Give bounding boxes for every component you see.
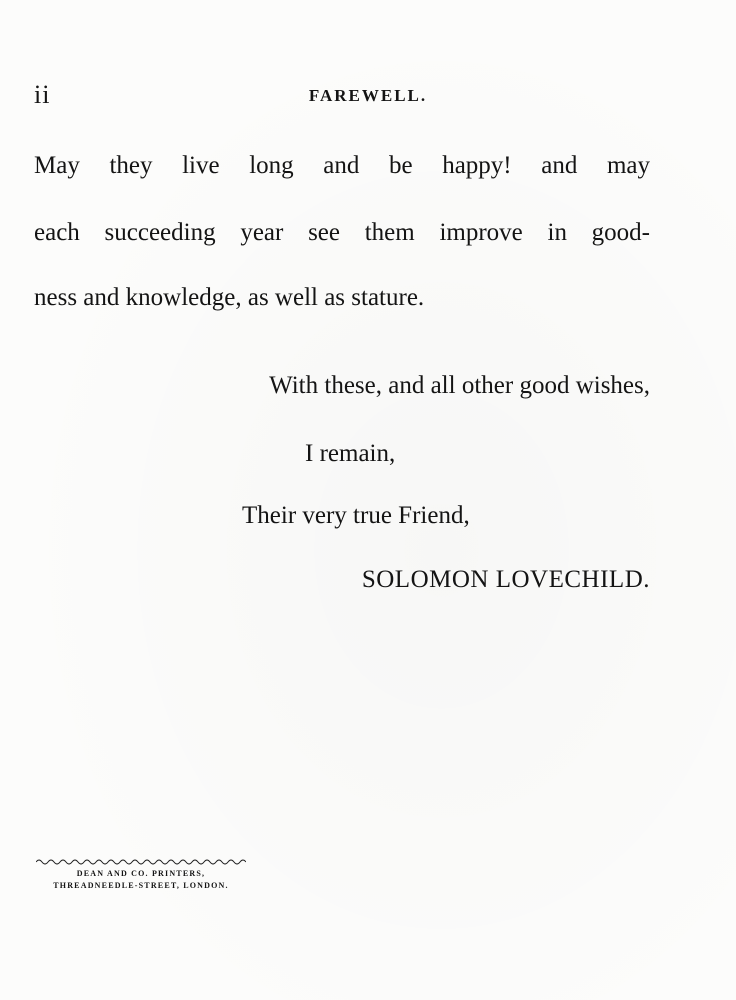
imprint-line-2: THREADNEEDLE-STREET, LONDON. xyxy=(53,881,229,890)
page-number: ii xyxy=(34,80,51,109)
closing-remain: I remain, xyxy=(305,440,396,467)
signature: SOLOMON LOVECHILD. xyxy=(361,566,650,593)
wavy-rule xyxy=(36,858,246,866)
closing-wishes: With these, and all other good wishes, xyxy=(269,372,650,399)
body-line: each succeeding year see them improve in good- xyxy=(34,219,650,246)
imprint-line-1: DEAN AND CO. PRINTERS, xyxy=(76,869,206,878)
printer-imprint xyxy=(34,858,248,892)
running-head: FAREWELL. xyxy=(308,86,428,105)
closing-friend: Their very true Friend, xyxy=(242,502,470,529)
body-paragraph xyxy=(34,0,650,1000)
body-line: May they live long and be happy! and may xyxy=(34,152,650,179)
body-line: ness and knowledge, as well as stature. xyxy=(34,284,425,311)
